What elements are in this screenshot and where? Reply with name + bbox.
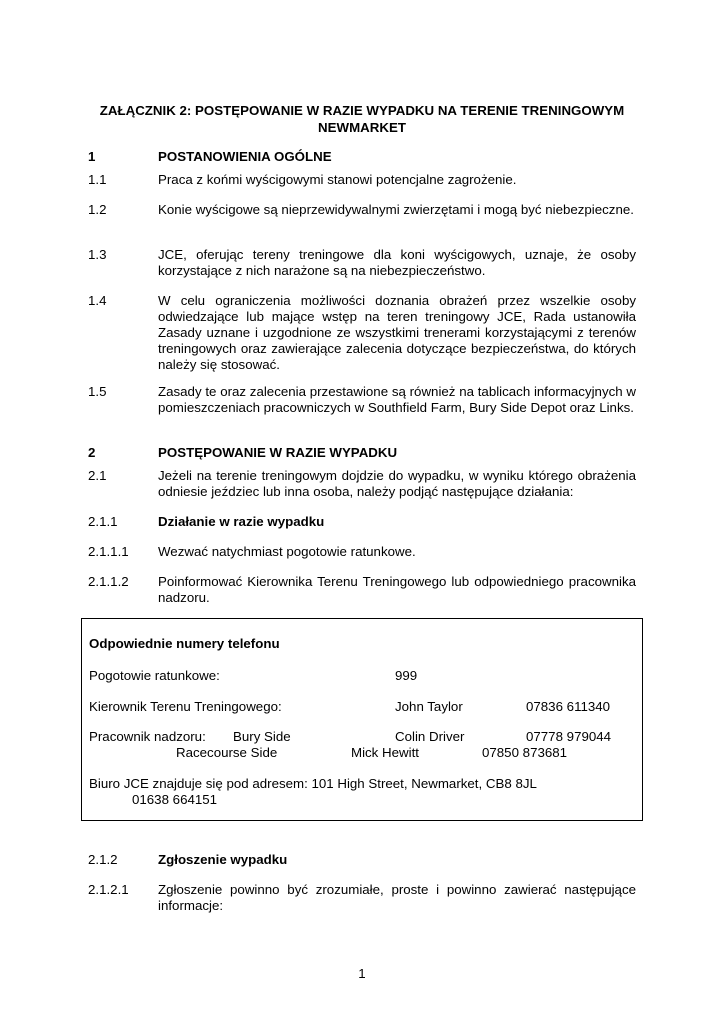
- paragraph-number: 1.5: [88, 384, 107, 399]
- title-line-2: NEWMARKET: [318, 120, 406, 135]
- phones-heading: Odpowiednie numery telefonu: [89, 636, 280, 651]
- section-title: POSTANOWIENIA OGÓLNE: [158, 149, 332, 164]
- paragraph-text: Konie wyścigowe są nieprzewidywalnymi zwierzętami i mogą być niebezpieczne.: [158, 202, 634, 217]
- paragraph-number: 2.1.2.1: [88, 882, 129, 897]
- section-number: 2: [88, 445, 96, 460]
- paragraph-text: JCE, oferując tereny treningowe dla koni wyścigowych, uznaje, że osoby korzystające z nich narażone są na niebezpieczeństwo.: [158, 247, 636, 278]
- paragraph-number: 1.2: [88, 202, 107, 217]
- office-phone: 01638 664151: [132, 792, 218, 807]
- paragraph-number: 2.1.1: [88, 514, 118, 529]
- ambulance-number: 999: [395, 668, 418, 683]
- paragraph-number: 2.1: [88, 468, 107, 483]
- paragraph-text: Praca z końmi wyścigowymi stanowi potencjalne zagrożenie.: [158, 172, 517, 187]
- ambulance-label: Pogotowie ratunkowe:: [89, 668, 220, 683]
- paragraph-number: 1.3: [88, 247, 107, 262]
- paragraph-number: 1.1: [88, 172, 107, 187]
- paragraph-text: Zasady te oraz zalecenia przestawione są również na tablicach informacyjnych w pomieszczeniach pracowniczych w Southfield Farm, Bury Side Depot oraz Links.: [158, 384, 636, 415]
- bury-side-phone: 07778 979044: [526, 729, 612, 744]
- document-title: [88, 102, 636, 136]
- manager-phone: 07836 611340: [526, 699, 611, 714]
- section-number: 1: [88, 149, 96, 164]
- page-number: 1: [358, 966, 366, 981]
- paragraph-number: 2.1.1.1: [88, 544, 129, 559]
- manager-name: John Taylor: [395, 699, 463, 714]
- paragraph-text: W celu ograniczenia możliwości doznania obrażeń przez wszelkie osoby odwiedzające lub mające wstęp na teren treningowy JCE, Rada ustanowiła Zasady uznane i uzgodnione ze wszystkimi trenerami korzystającymi z terenów treningowych oraz zawierające zalecenia dotyczące bezpieczeństwa, do których należy się stosować.: [158, 293, 636, 372]
- subsection-title: Działanie w razie wypadku: [158, 514, 325, 529]
- paragraph-number: 2.1.1.2: [88, 574, 129, 589]
- paragraph-number: 2.1.2: [88, 852, 118, 867]
- paragraph-text: Poinformować Kierownika Terenu Treningowego lub odpowiedniego pracownika nadzoru.: [158, 574, 636, 605]
- title-line-1: ZAŁĄCZNIK 2: POSTĘPOWANIE W RAZIE WYPADKU NA TERENIE TRENINGOWYM: [99, 103, 625, 118]
- racecourse-side-label: Racecourse Side: [176, 745, 278, 760]
- section-title: POSTĘPOWANIE W RAZIE WYPADKU: [158, 445, 398, 460]
- office-address: Biuro JCE znajduje się pod adresem: 101 High Street, Newmarket, CB8 8JL: [89, 776, 537, 791]
- paragraph-number: 1.4: [88, 293, 107, 308]
- bury-side-label: Bury Side: [233, 729, 291, 744]
- manager-label: Kierownik Terenu Treningowego:: [89, 699, 282, 714]
- paragraph-text: Zgłoszenie powinno być zrozumiałe, proste i powinno zawierać następujące informacje:: [158, 882, 636, 913]
- phone-numbers-box: [81, 618, 643, 821]
- subsection-title: Zgłoszenie wypadku: [158, 852, 288, 867]
- bury-side-name: Colin Driver: [395, 729, 465, 744]
- racecourse-side-name: Mick Hewitt: [351, 745, 419, 760]
- paragraph-text: Jeżeli na terenie treningowym dojdzie do wypadku, w wyniku którego obrażenia odniesie jeździec lub inna osoba, należy podjąć następujące działania:: [158, 468, 636, 499]
- supervisor-label: Pracownik nadzoru:: [89, 729, 206, 744]
- paragraph-text: Wezwać natychmiast pogotowie ratunkowe.: [158, 544, 416, 559]
- racecourse-side-phone: 07850 873681: [482, 745, 568, 760]
